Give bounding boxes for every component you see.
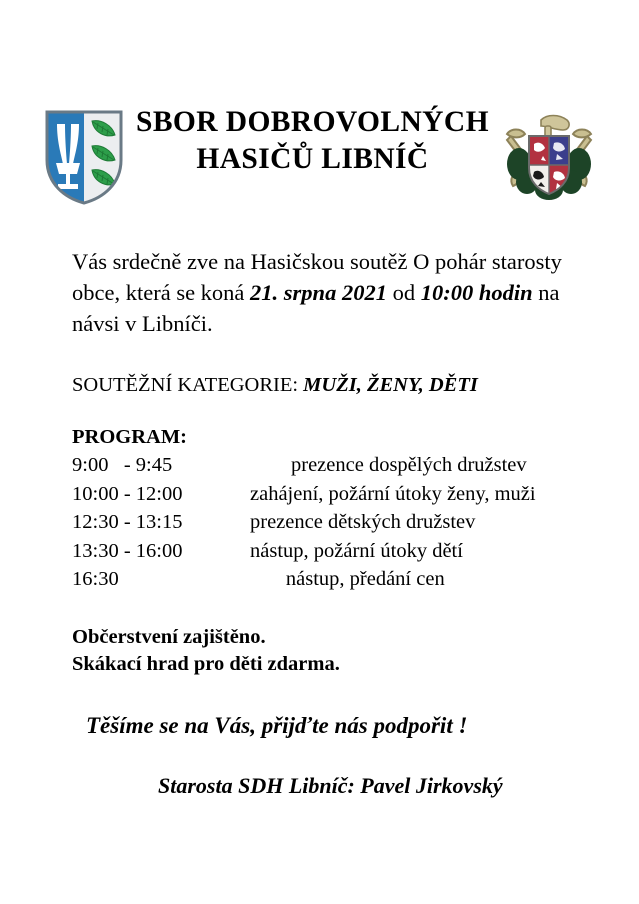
- categories-value: MUŽI, ŽENY, DĚTI: [303, 374, 478, 396]
- table-row: [72, 480, 536, 509]
- schedule-time: 16:30: [72, 568, 119, 590]
- poster-title: [125, 100, 501, 177]
- program-schedule-table: [72, 451, 536, 594]
- invitation-paragraph: [72, 246, 582, 339]
- czech-firefighters-badge-icon: [501, 106, 597, 202]
- libnic-coat-of-arms-icon: [43, 108, 125, 206]
- note-refreshments: Občerstvení zajištěno.: [72, 625, 266, 648]
- schedule-time: 10:00 - 12:00: [72, 482, 183, 505]
- schedule-time: 13:30 - 16:00: [72, 539, 183, 562]
- invitation-text-after-time: na návsi v Libníči.: [72, 280, 560, 336]
- schedule-description: nástup, požární útoky dětí: [250, 539, 463, 562]
- event-time: 10:00 hodin: [420, 280, 533, 305]
- table-row: [72, 451, 536, 480]
- competition-categories: [72, 339, 582, 399]
- poster-header: [0, 100, 639, 210]
- poster-content: [72, 246, 582, 801]
- event-date: 21. srpna 2021: [250, 280, 387, 305]
- signature-line: Starosta SDH Libníč: Pavel Jirkovský: [158, 772, 503, 798]
- closing-message: Těšíme se na Vás, přijďte nás podpořit !: [86, 712, 468, 738]
- schedule-time: 9:00 - 9:45: [72, 454, 173, 476]
- schedule-description: nástup, předání cen: [250, 568, 445, 590]
- schedule-description: prezence dospělých družstev: [250, 454, 527, 476]
- invitation-text-before-date: Vás srdečně zve na Hasičskou soutěž O pohár starosty obce, která se koná: [72, 249, 562, 305]
- title-line-1: SBOR DOBROVOLNÝCH: [136, 106, 489, 138]
- poster-notes: [72, 594, 582, 678]
- schedule-description: zahájení, požární útoky ženy, muži: [250, 482, 536, 505]
- schedule-description: prezence dětských družstev: [250, 511, 476, 533]
- table-row: [72, 508, 536, 537]
- table-row: [72, 565, 536, 594]
- schedule-time: 12:30 - 13:15: [72, 511, 183, 533]
- title-line-2: HASIČŮ LIBNÍČ: [196, 142, 429, 175]
- note-bouncy-castle: Skákací hrad pro děti zdarma.: [72, 652, 340, 675]
- invitation-text-between: od: [386, 280, 421, 305]
- program-heading: PROGRAM:: [72, 426, 188, 448]
- categories-label: SOUTĚŽNÍ KATEGORIE:: [72, 374, 304, 396]
- table-row: [72, 537, 536, 566]
